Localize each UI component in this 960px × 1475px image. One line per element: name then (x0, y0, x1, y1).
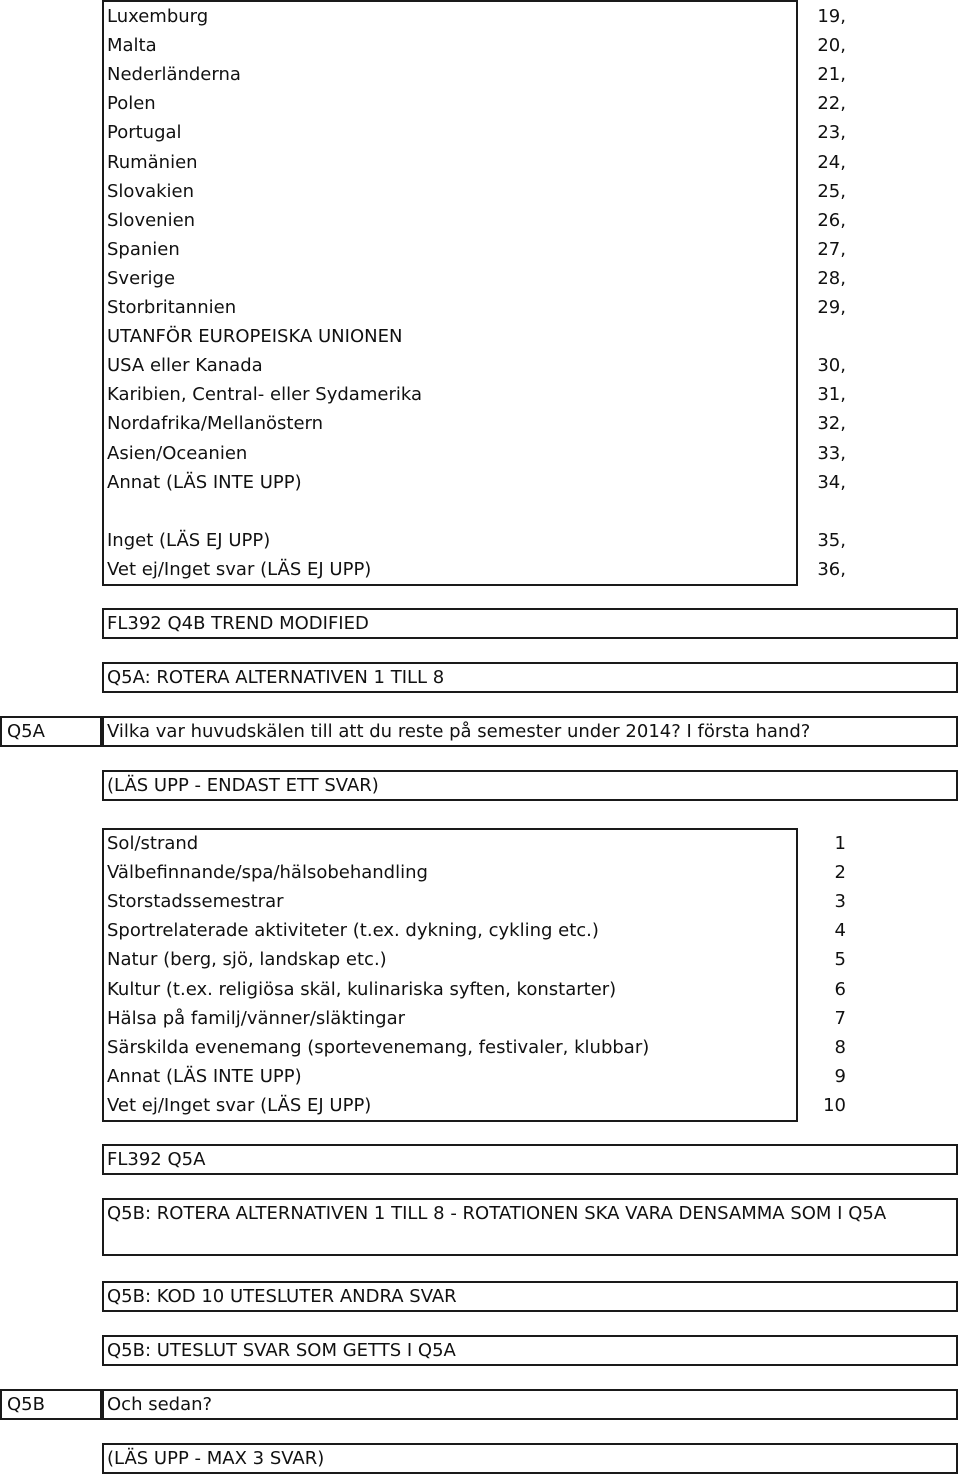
country-row-code: 27, (817, 238, 846, 260)
q5a-answer-code: 2 (834, 862, 846, 884)
country-row-label: Spanien (107, 238, 180, 260)
country-row-label: Slovakien (107, 180, 195, 202)
q5a-answer-label: Välbefinnande/spa/hälsobehandling (107, 862, 428, 884)
q5a-answer-code: 9 (834, 1065, 846, 1087)
country-row-code: 22, (817, 93, 846, 115)
read-max3-note: (LÄS UPP - MAX 3 SVAR) (107, 1448, 325, 1469)
country-row-label: Slovenien (107, 209, 196, 231)
country-row-code: 26, (817, 209, 846, 231)
country-row-label: Vet ej/Inget svar (LÄS EJ UPP) (107, 558, 372, 580)
q5a-rotate-note: Q5A: ROTERA ALTERNATIVEN 1 TILL 8 (107, 667, 445, 688)
country-row-code: 25, (817, 180, 846, 202)
country-row-code: 28, (817, 267, 846, 289)
q5a-answer-code: 5 (834, 949, 846, 971)
q5a-answer-code: 1 (834, 833, 846, 854)
country-row-label: Polen (107, 93, 156, 115)
q5a-answer-code: 6 (834, 978, 846, 1000)
country-row-label: Inget (LÄS EJ UPP) (107, 529, 271, 551)
q5a-id: Q5A (7, 721, 45, 742)
q5a-answer-label: Kultur (t.ex. religiösa skäl, kulinariska syften, konstarter) (107, 978, 617, 1000)
fl392-q5a-note: FL392 Q5A (107, 1149, 206, 1170)
country-row-code: 30, (817, 355, 846, 377)
fl392-q5a-note-box (102, 1144, 958, 1175)
country-row-label: UTANFÖR EUROPEISKA UNIONEN (107, 326, 403, 348)
q5a-answer-label: Annat (LÄS INTE UPP) (107, 1065, 302, 1087)
q5a-answer-code: 8 (834, 1036, 846, 1058)
q5a-answer-code: 10 (823, 1094, 846, 1116)
country-row-label: Nordafrika/Mellanöstern (107, 413, 324, 435)
q5a-question: Vilka var huvudskälen till att du reste på semester under 2014? I första hand? (107, 721, 811, 742)
q5b-code10-note: Q5B: KOD 10 UTESLUTER ANDRA SVAR (107, 1286, 457, 1307)
country-row-label: Malta (107, 35, 157, 57)
country-row-code: 33, (817, 442, 846, 464)
country-row-code: 21, (817, 64, 846, 86)
q5a-answer-label: Särskilda evenemang (sportevenemang, festivaler, klubbar) (107, 1036, 650, 1058)
q5b-rotate-note: Q5B: ROTERA ALTERNATIVEN 1 TILL 8 - ROTATIONEN SKA VARA DENSAMMA SOM I Q5A (107, 1203, 887, 1224)
country-row-label: Portugal (107, 122, 182, 144)
read-single-note: (LÄS UPP - ENDAST ETT SVAR) (107, 775, 379, 796)
q5a-answer-label: Natur (berg, sjö, landskap etc.) (107, 949, 387, 971)
q5a-answer-code: 4 (834, 920, 846, 942)
country-row-label: USA eller Kanada (107, 355, 263, 377)
trend-note: FL392 Q4B TREND MODIFIED (107, 613, 369, 634)
country-row-label: Asien/Oceanien (107, 442, 248, 464)
q5b-exclude-note: Q5B: UTESLUT SVAR SOM GETTS I Q5A (107, 1340, 456, 1361)
country-row-code: 35, (817, 529, 846, 551)
country-row-label: Rumänien (107, 151, 198, 173)
q5b-question: Och sedan? (107, 1394, 213, 1415)
country-row-label: Luxemburg (107, 6, 209, 27)
country-row-label: Storbritannien (107, 297, 237, 318)
country-row-label: Sverige (107, 267, 176, 289)
q5a-answer-label: Sportrelaterade aktiviteter (t.ex. dykning, cykling etc.) (107, 920, 599, 942)
country-row-code: 20, (817, 35, 846, 57)
country-row-code: 29, (817, 297, 846, 318)
country-row-code: 24, (817, 151, 846, 173)
country-row-label: Nederländerna (107, 64, 241, 86)
country-row-code: 32, (817, 413, 846, 435)
q5a-answer-label: Hälsa på familj/vänner/släktingar (107, 1007, 406, 1029)
q5a-answer-code: 7 (834, 1007, 846, 1029)
q5a-answer-label: Sol/strand (107, 833, 199, 854)
country-row-code: 19, (817, 6, 846, 27)
country-row-code: 34, (817, 471, 846, 493)
q5a-answer-label: Vet ej/Inget svar (LÄS EJ UPP) (107, 1094, 372, 1116)
country-row-label: Annat (LÄS INTE UPP) (107, 471, 302, 493)
q5a-answer-code: 3 (834, 891, 846, 913)
country-row-label: Karibien, Central- eller Sydamerika (107, 384, 422, 406)
country-row-code: 31, (817, 384, 846, 406)
country-row-code: 23, (817, 122, 846, 144)
q5b-question-box (102, 1389, 958, 1420)
country-row-code: 36, (817, 558, 846, 580)
q5a-answer-label: Storstadssemestrar (107, 891, 284, 913)
q5b-id: Q5B (7, 1394, 45, 1415)
